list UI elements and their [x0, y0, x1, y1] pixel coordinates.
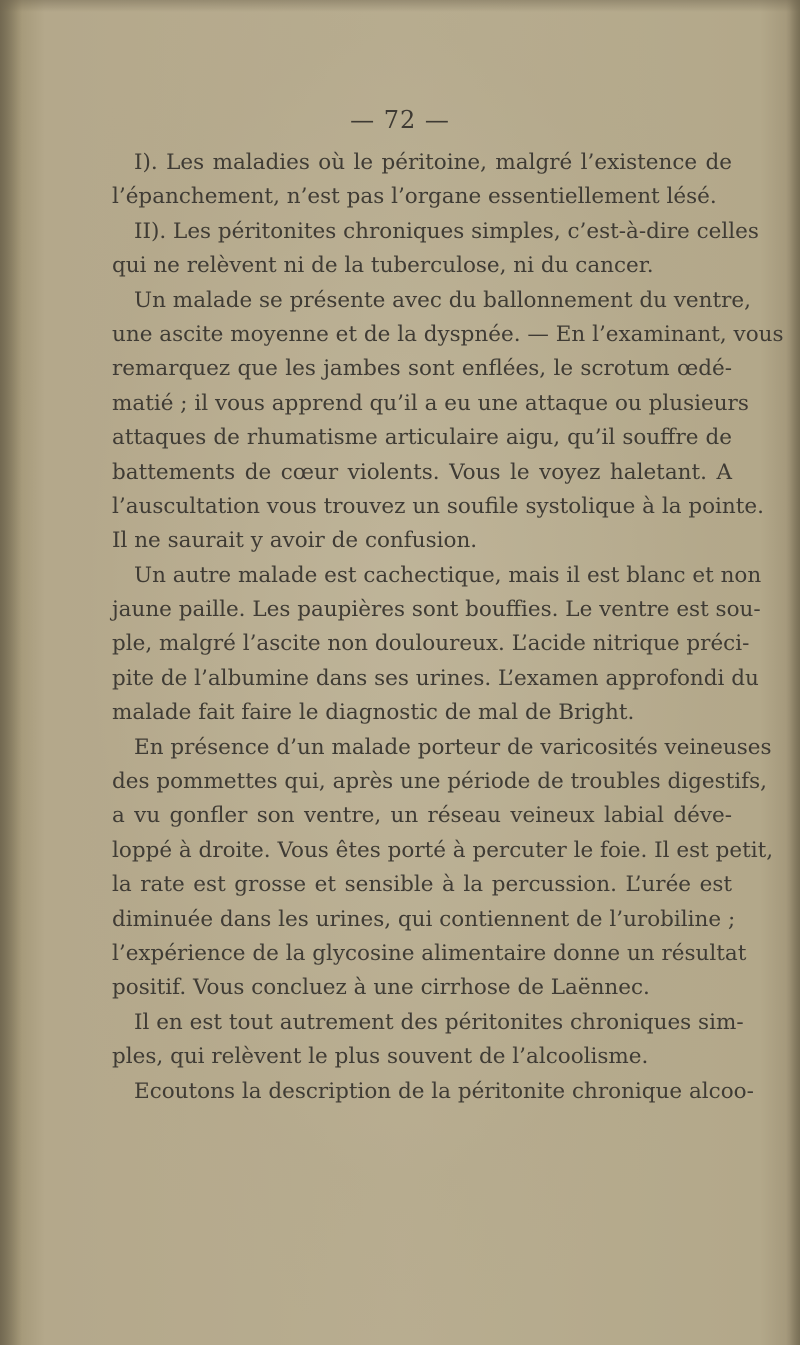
page-number: — 72 —	[350, 106, 450, 134]
text-line: ples, qui relèvent le plus souvent de l’alcoolisme.	[112, 1044, 649, 1070]
text-line: Un malade se présente avec du ballonnement du ventre,	[134, 287, 751, 313]
text-line: II). Les péritonites chroniques simples, c’est-à-dire celles	[134, 218, 759, 244]
text-line: l’épanchement, n’est pas l’organe essentiellement lésé.	[112, 184, 717, 210]
text-line: malade fait faire le diagnostic de mal de Bright.	[112, 700, 635, 726]
text-line: ple, malgré l’ascite non douloureux. L’acide nitrique préci-	[112, 631, 750, 657]
text-line: I). Les maladies où le péritoine, malgré l’existence de	[134, 150, 732, 175]
text-line: battements de cœur violents. Vous le voyez haletant. A	[112, 459, 732, 485]
text-line: attaques de rhumatisme articulaire aigu, qu’il souffre de	[112, 425, 732, 451]
page-edge-shadow-left	[0, 0, 22, 1345]
text-line: des pommettes qui, après une période de troubles digestifs,	[112, 769, 767, 795]
text-line: diminuée dans les urines, qui contiennent de l’urobiline ;	[112, 906, 736, 932]
text-line: Un autre malade est cachectique, mais il est blanc et non	[134, 562, 762, 588]
text-line: a vu gonfler son ventre, un réseau veineux labial déve-	[112, 803, 732, 829]
text-line: Il en est tout autrement des péritonites chroniques sim-	[134, 1009, 744, 1035]
text-line: loppé à droite. Vous êtes porté à percuter le foie. Il est petit,	[112, 837, 774, 863]
text-line: remarquez que les jambes sont enflées, le scrotum œdé-	[112, 356, 732, 382]
text-line: jaune paille. Les paupières sont bouffies. Le ventre est sou-	[112, 597, 761, 623]
text-line: positif. Vous concluez à une cirrhose de Laënnec.	[112, 975, 650, 1001]
text-line: Il ne saurait y avoir de confusion.	[112, 528, 478, 554]
text-line: qui ne relèvent ni de la tuberculose, ni du cancer.	[112, 253, 654, 279]
page-edge-shadow-right	[786, 0, 800, 1345]
text-line: Ecoutons la description de la péritonite chronique alcoo-	[134, 1078, 754, 1104]
text-line: En présence d’un malade porteur de varicosités veineuses	[134, 734, 772, 760]
page-edge-shadow-top	[0, 0, 800, 12]
text-line: la rate est grosse et sensible à la percussion. L’urée est	[112, 872, 732, 898]
text-line: une ascite moyenne et de la dyspnée. — En l’examinant, vous	[112, 321, 784, 347]
text-line: l’auscultation vous trouvez un soufile systolique à la pointe.	[112, 493, 764, 519]
text-line: matié ; il vous apprend qu’il a eu une attaque ou plusieurs	[112, 390, 749, 416]
text-line: l’expérience de la glycosine alimentaire donne un résultat	[112, 940, 747, 966]
body-text	[112, 146, 784, 1109]
text-line: pite de l’albumine dans ses urines. L’examen approfondi du	[112, 665, 759, 691]
